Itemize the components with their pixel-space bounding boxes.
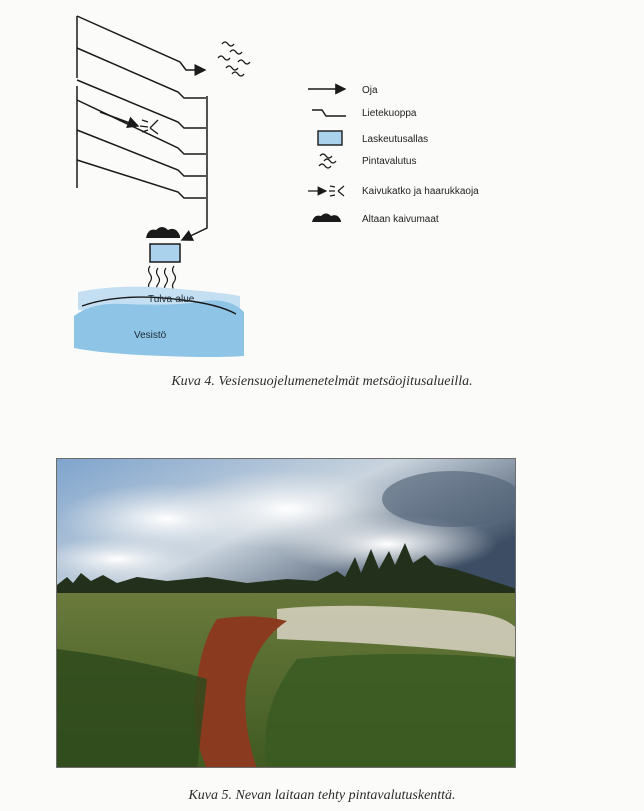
figure4-diagram	[0, 0, 644, 370]
legend-label-oja: Oja	[362, 85, 378, 96]
water-body-label: Vesistö	[134, 330, 167, 341]
sediment-pit-icon	[312, 110, 346, 116]
surface-runoff-icon	[218, 42, 250, 76]
drainage-network	[77, 16, 207, 240]
figure5-caption: Kuva 5. Nevan laitaan tehty pintavalutuskenttä.	[188, 788, 456, 803]
legend-label-altaan-kaivumaat: Altaan kaivumaat	[362, 214, 439, 225]
basin-spoil-heap-icon	[312, 214, 341, 223]
flood-area-label: Tulva-alue	[148, 294, 195, 305]
water-body	[74, 300, 244, 357]
legend-label-kaivukatko: Kaivukatko ja haarukkaoja	[362, 186, 479, 197]
legend-label-pintavalutus: Pintavalutus	[362, 156, 417, 167]
grass-foreground-right	[265, 654, 516, 768]
excavation-break-fork-ditch-icon	[308, 186, 344, 196]
surface-runoff-icon	[319, 154, 336, 168]
legend-label-lietekuoppa: Lietekuoppa	[362, 108, 417, 119]
figure5-photo	[56, 458, 516, 768]
settling-basin-icon	[150, 244, 180, 262]
excavation-break-fork-ditch-icon	[140, 120, 158, 134]
legend-label-laskeutusallas: Laskeutusallas	[362, 134, 429, 145]
basin-spoil-heap-icon	[146, 227, 180, 238]
figure4-caption: Kuva 4. Vesiensuojelumenetelmät metsäojitusalueilla.	[171, 374, 473, 389]
settling-basin-icon	[318, 131, 342, 145]
legend	[308, 85, 479, 225]
